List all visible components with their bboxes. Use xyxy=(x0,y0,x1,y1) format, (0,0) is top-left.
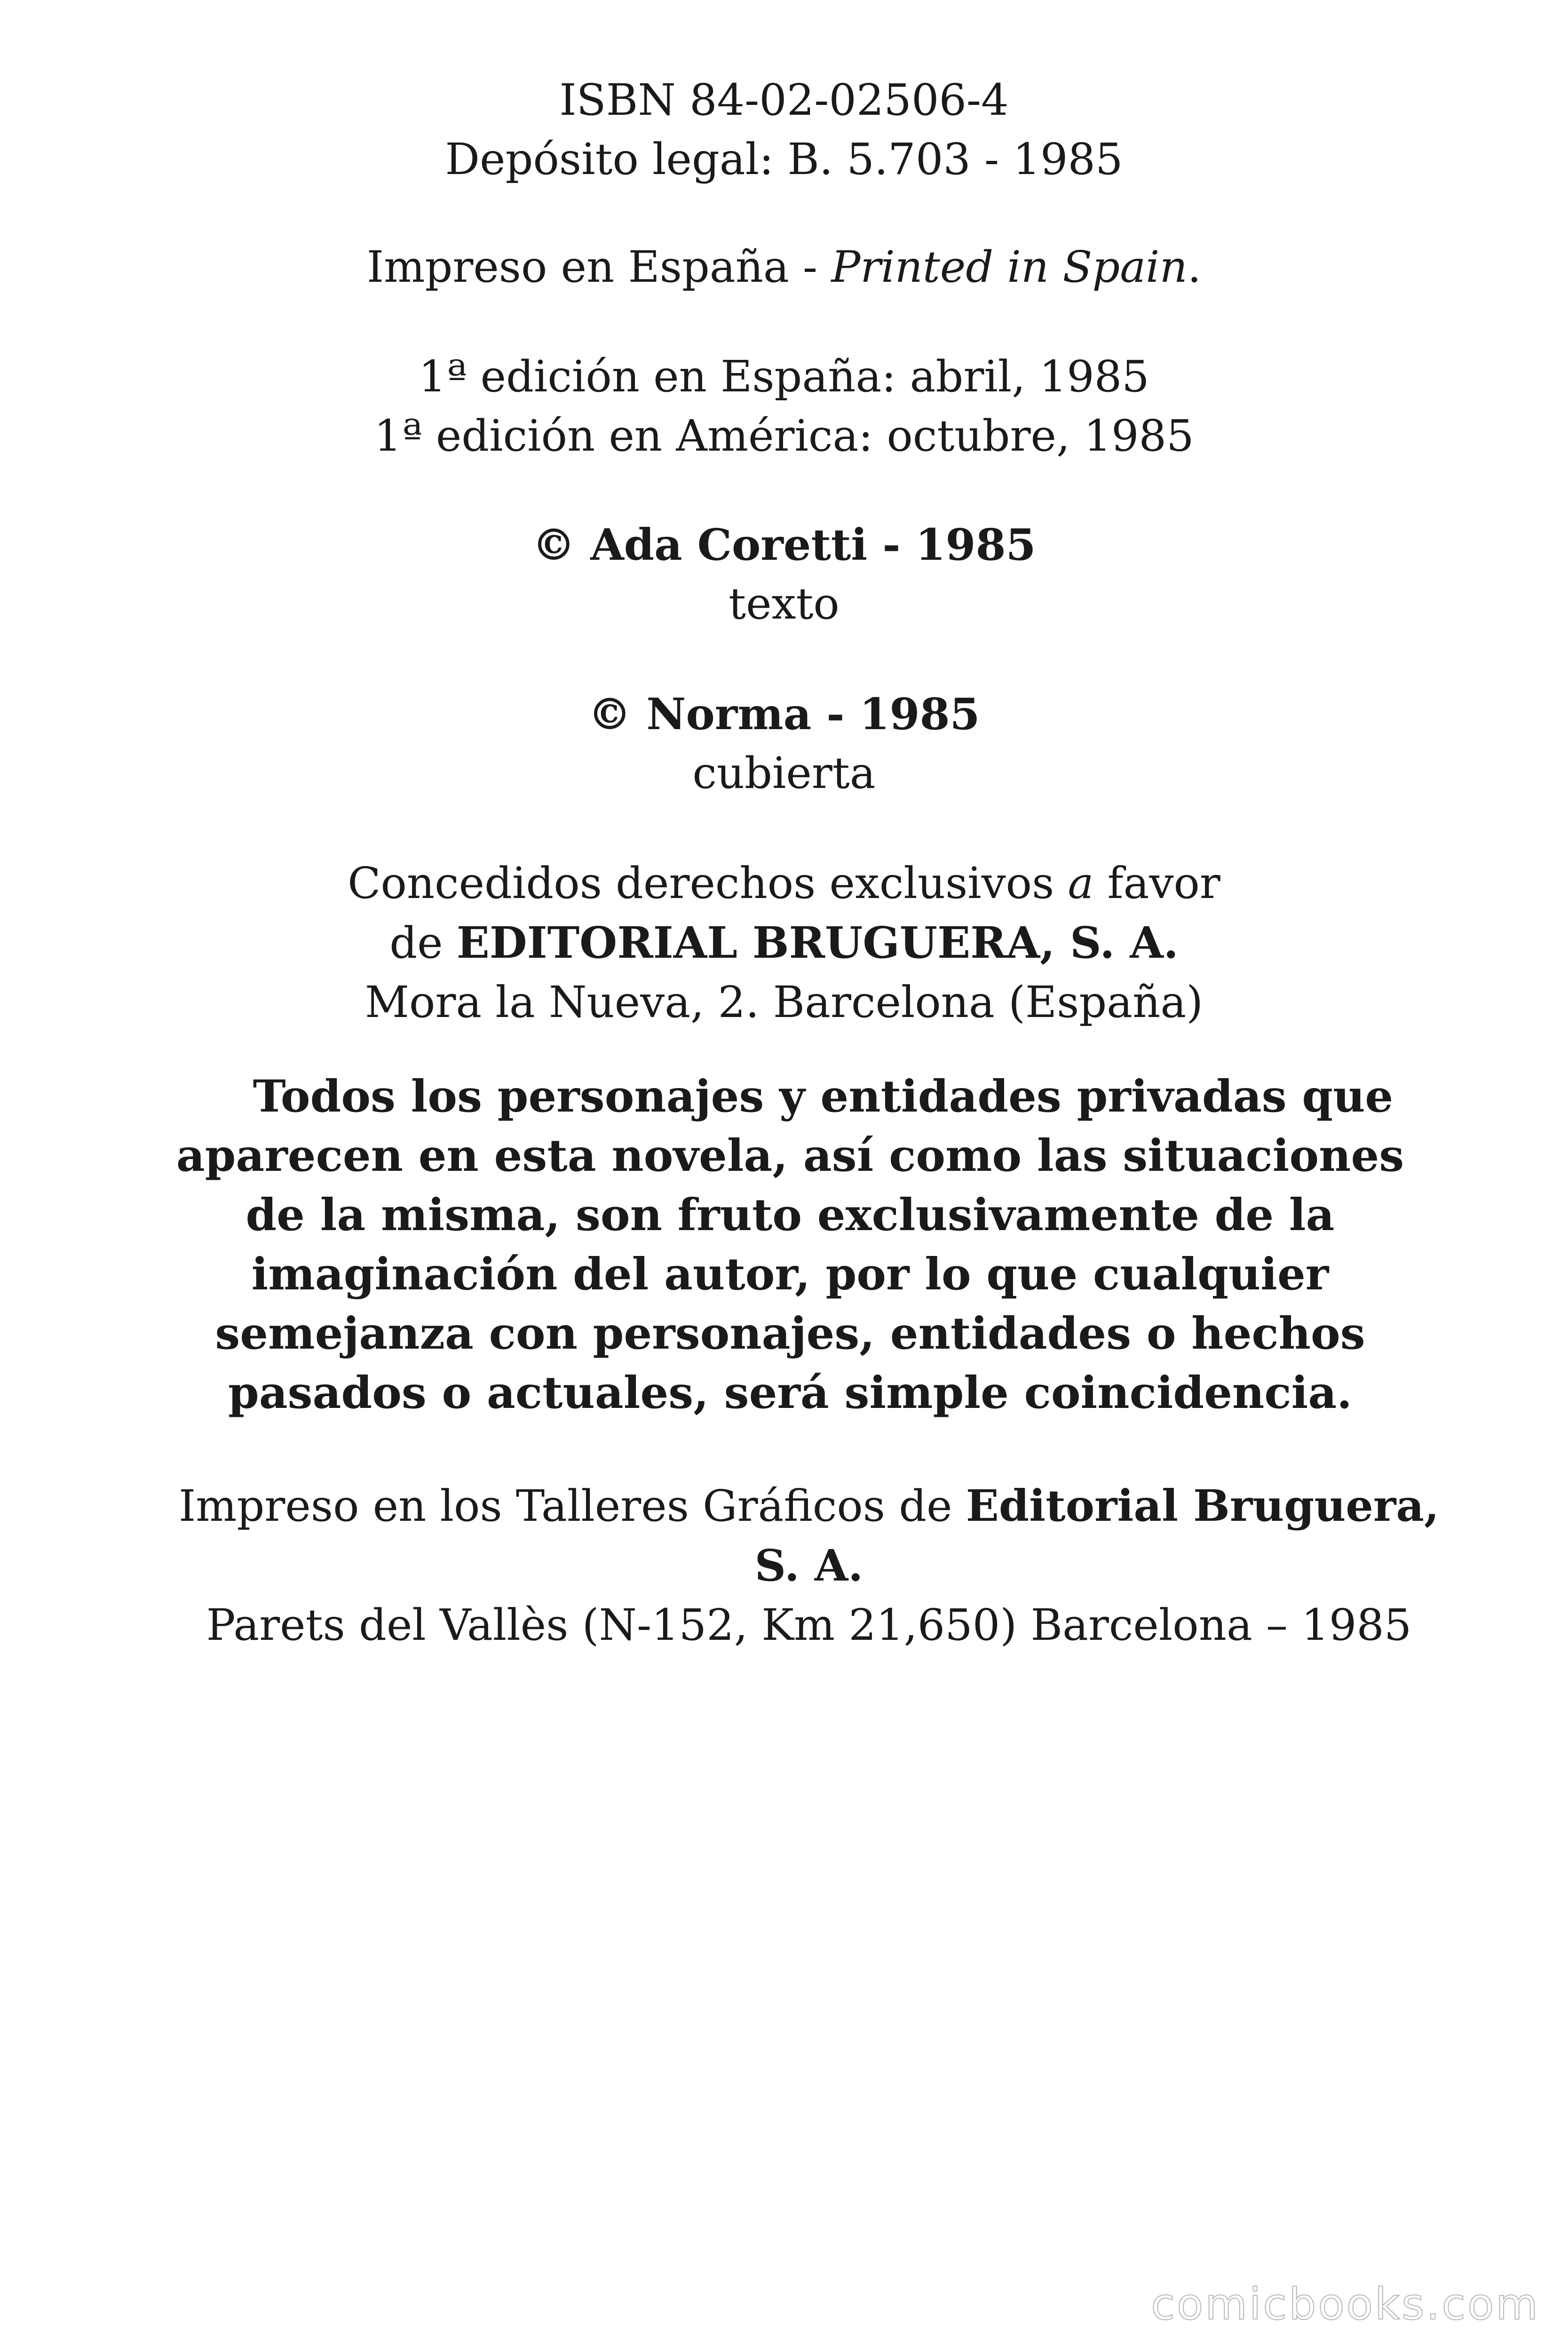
rights-text-a: Concedidos derechos exclusivos xyxy=(348,858,1068,908)
rights-line-1 xyxy=(0,854,1568,913)
rights-publisher: EDITORIAL BRUGUERA, S. A. xyxy=(456,917,1179,968)
rights-text-b: favor xyxy=(1093,858,1220,908)
copyright-text-block xyxy=(0,515,1568,634)
printed-in-spanish: Impreso en España - xyxy=(366,242,832,292)
rights-block xyxy=(0,854,1568,1032)
rights-line-2 xyxy=(0,913,1568,973)
edition-spain: 1ª edición en España: abril, 1985 xyxy=(419,351,1149,402)
rights-address: Mora la Nueva, 2. Barcelona (España) xyxy=(364,977,1204,1027)
printed-in-english: Printed in Spain xyxy=(831,242,1188,292)
copyright-author: © Ada Coretti - 1985 xyxy=(532,519,1036,570)
printed-in-line xyxy=(0,238,1568,297)
copyright-cover-block xyxy=(0,684,1568,803)
fiction-disclaimer xyxy=(141,1067,1439,1422)
isbn: ISBN 84-02-02506-4 xyxy=(559,75,1009,125)
printed-in-suffix: . xyxy=(1187,242,1202,292)
printed-in-block xyxy=(0,238,1568,297)
printer-block xyxy=(155,1476,1463,1655)
editions-block xyxy=(0,347,1568,466)
copyright-cover: © Norma - 1985 xyxy=(588,689,980,739)
copyright-cover-role: cubierta xyxy=(692,748,876,798)
watermark-logo: comicbooks.com xyxy=(1151,2279,1540,2329)
printer-prefix: Impreso en los Talleres Gráficos de xyxy=(178,1481,966,1531)
printer-address: Parets del Vallès (N-152, Km 21,650) Barcelona – 1985 xyxy=(206,1600,1412,1650)
disclaimer-text: Todos los personajes y entidades privadas que aparecen en esta novela, así como las situaciones de la misma, son fruto exclusivamente de la imaginación del autor, por lo que cualquier semejanza con personajes, entidades o hechos pasados o actuales, será simple coincidencia. xyxy=(176,1071,1404,1419)
legal-deposit: Depósito legal: B. 5.703 - 1985 xyxy=(445,134,1123,184)
rights-publisher-prefix: de xyxy=(389,918,457,968)
isbn-block xyxy=(0,71,1568,189)
edition-america: 1ª edición en América: octubre, 1985 xyxy=(374,411,1194,461)
copyright-author-role: texto xyxy=(729,579,839,629)
printer-name: Editorial Bruguera, S. A. xyxy=(754,1480,1440,1591)
rights-text-italic: a xyxy=(1068,858,1094,908)
